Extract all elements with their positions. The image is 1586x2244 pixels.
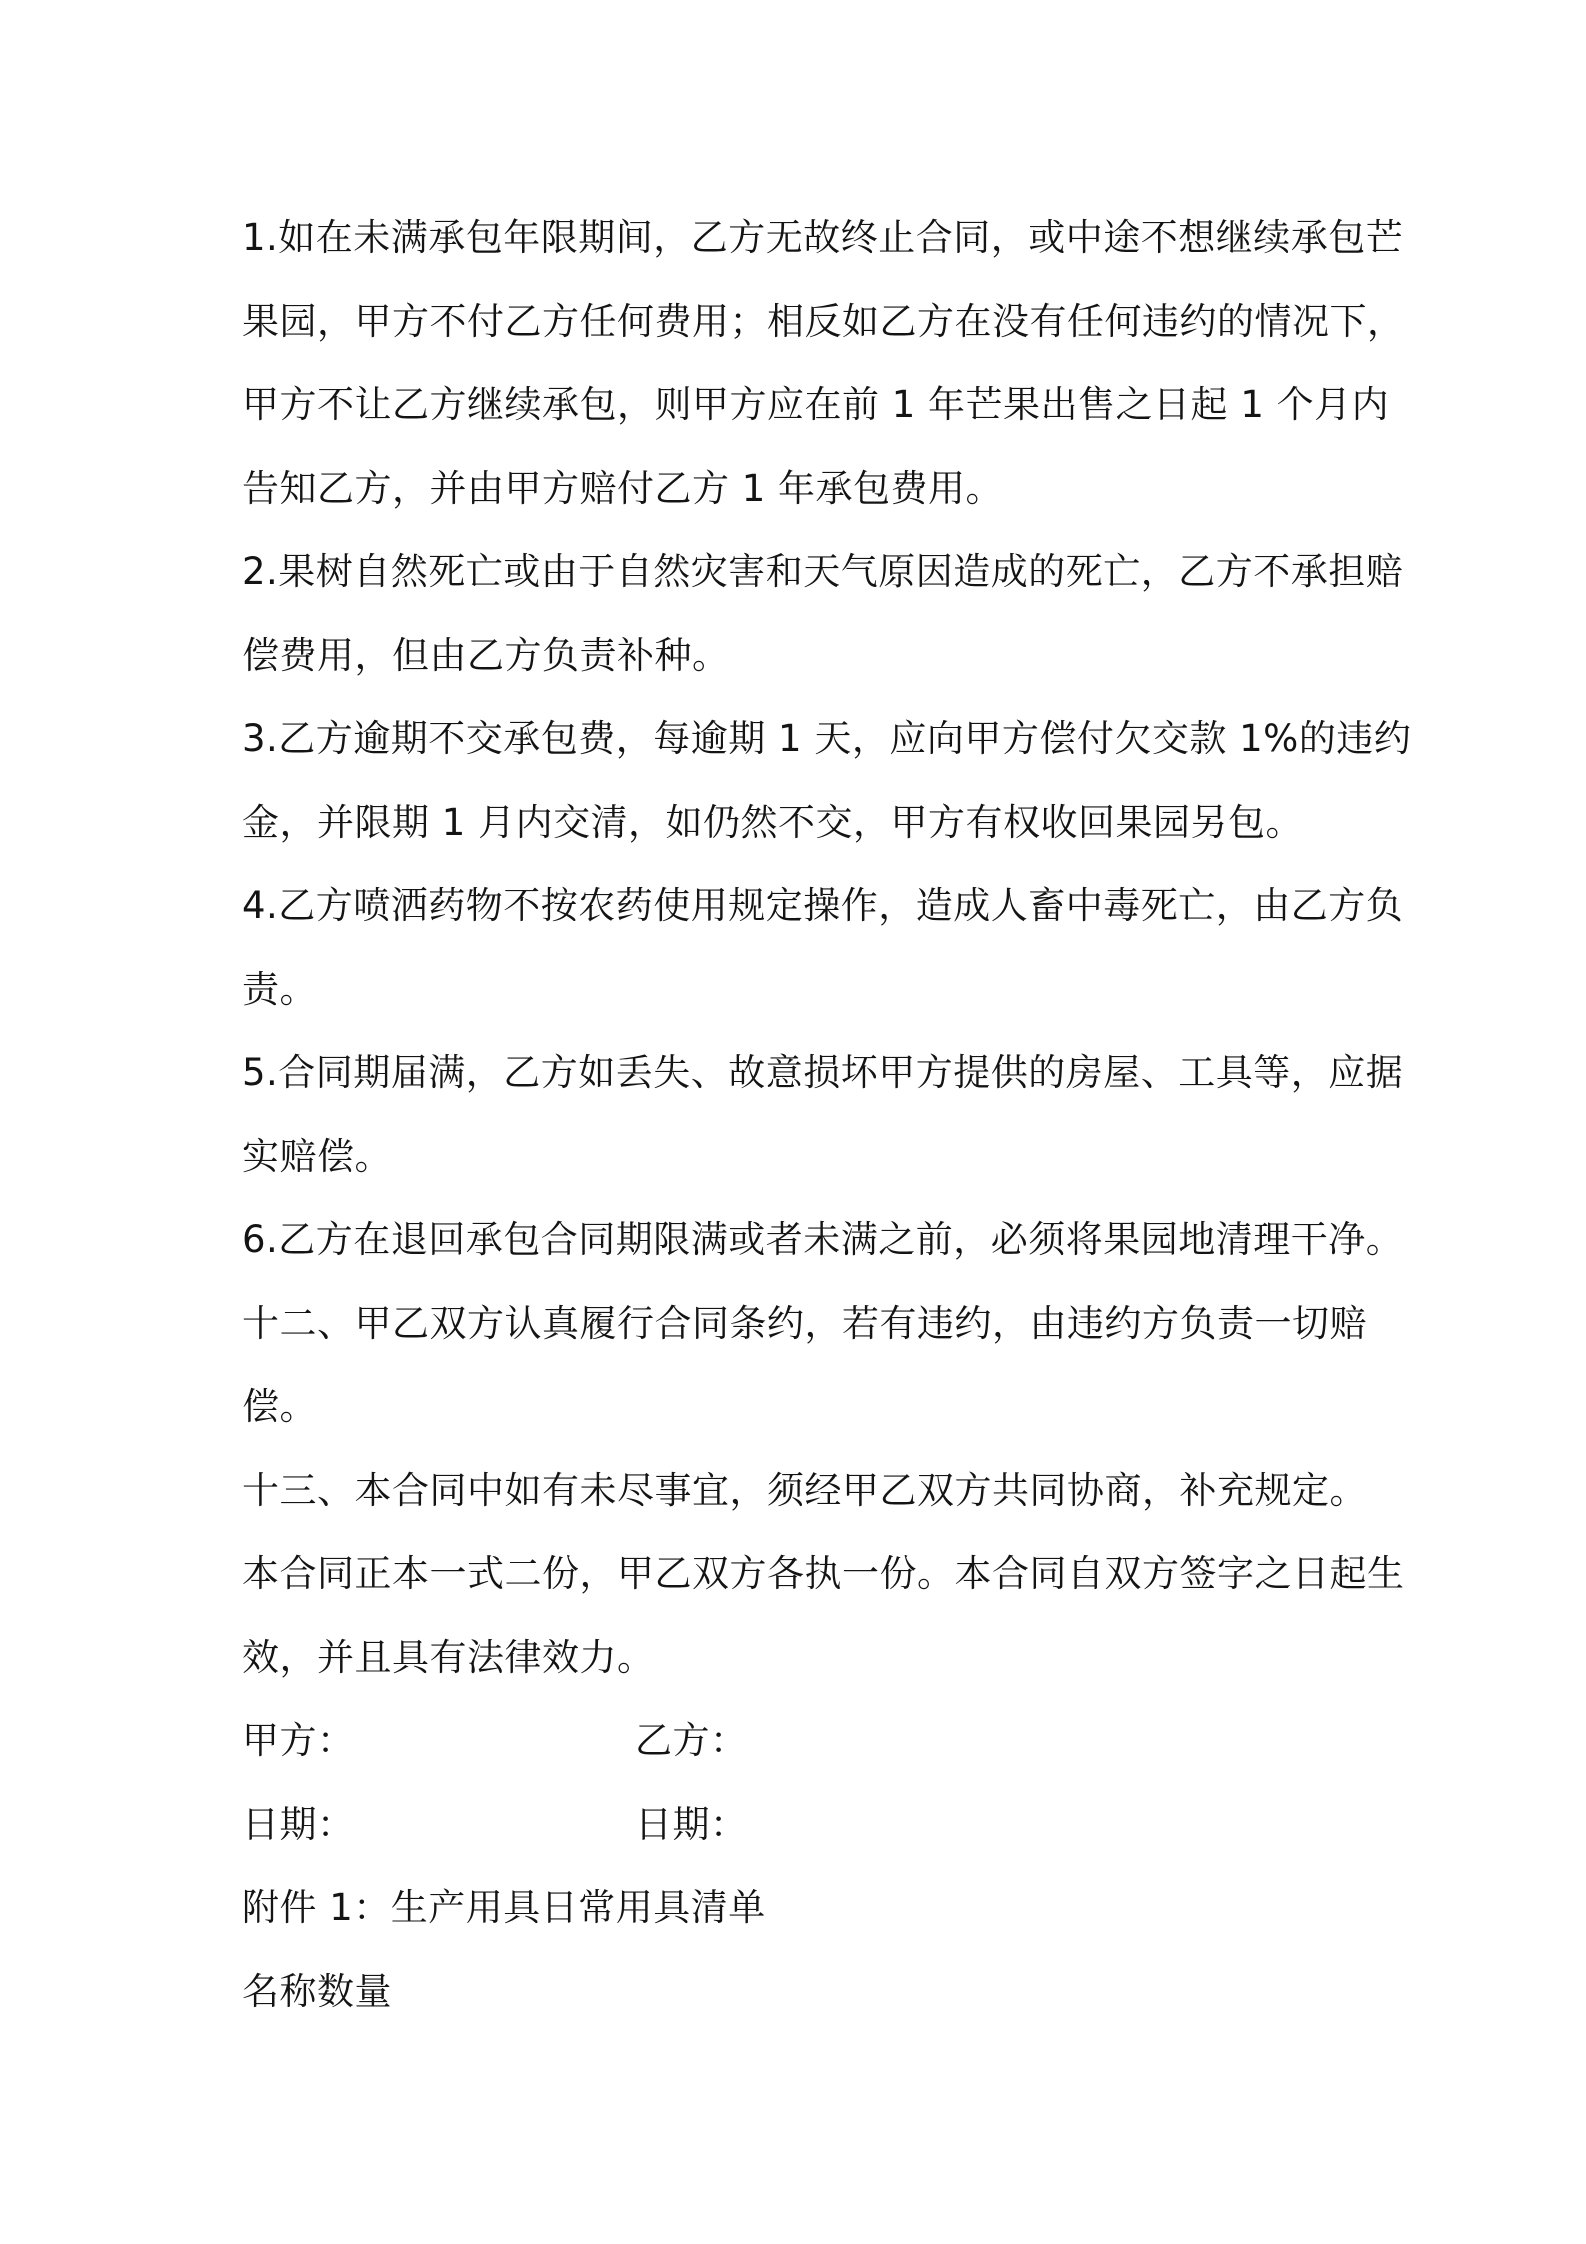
date-b-label: 日期： xyxy=(635,1802,748,1846)
signature-row-dates xyxy=(242,1783,1422,1867)
clause-5: 5.合同期届满，乙方如丢失、故意损坏甲方提供的房屋、工具等，应据实赔偿。 xyxy=(242,1051,1404,1178)
copies-clause: 本合同正本一式二份，甲乙双方各执一份。本合同自双方签字之日起生效，并且具有法律效力。 xyxy=(242,1552,1405,1679)
party-b-label: 乙方： xyxy=(635,1719,748,1762)
date-a-label: 日期： xyxy=(242,1802,355,1846)
table-header: 名称数量 xyxy=(242,1969,392,2013)
clause-3: 3.乙方逾期不交承包费，每逾期 1 天，应向甲方偿付欠交款 1%的违约金，并限期 1 月内交清，如仍然不交，甲方有权收回果园另包。 xyxy=(242,717,1412,844)
document-body xyxy=(242,196,1422,2033)
article-12: 十二、甲乙双方认真履行合同条约，若有违约，由违约方负责一切赔偿。 xyxy=(242,1301,1367,1428)
clause-4: 4.乙方喷洒药物不按农药使用规定操作，造成人畜中毒死亡，由乙方负责。 xyxy=(242,884,1404,1011)
article-13: 十三、本合同中如有未尽事宜，须经甲乙双方共同协商，补充规定。 xyxy=(242,1468,1367,1512)
clause-2: 2.果树自然死亡或由于自然灾害和天气原因造成的死亡，乙方不承担赔偿费用，但由乙方负责补种。 xyxy=(242,550,1404,677)
attachment-title: 附件 1：生产用具日常用具清单 xyxy=(242,1886,766,1929)
clause-6: 6.乙方在退回承包合同期限满或者未满之前，必须将果园地清理干净。 xyxy=(242,1218,1404,1261)
clause-1: 1.如在未满承包年限期间，乙方无故终止合同，或中途不想继续承包芒果园，甲方不付乙方任何费用；相反如乙方在没有任何违约的情况下，甲方不让乙方继续承包，则甲方应在前 1 年芒果出售之日起 1 个月内告知乙方，并由甲方赔付乙方 1 年承包费用。 xyxy=(242,216,1405,510)
signature-row-parties xyxy=(242,1699,1422,1783)
party-a-label: 甲方： xyxy=(242,1719,355,1762)
